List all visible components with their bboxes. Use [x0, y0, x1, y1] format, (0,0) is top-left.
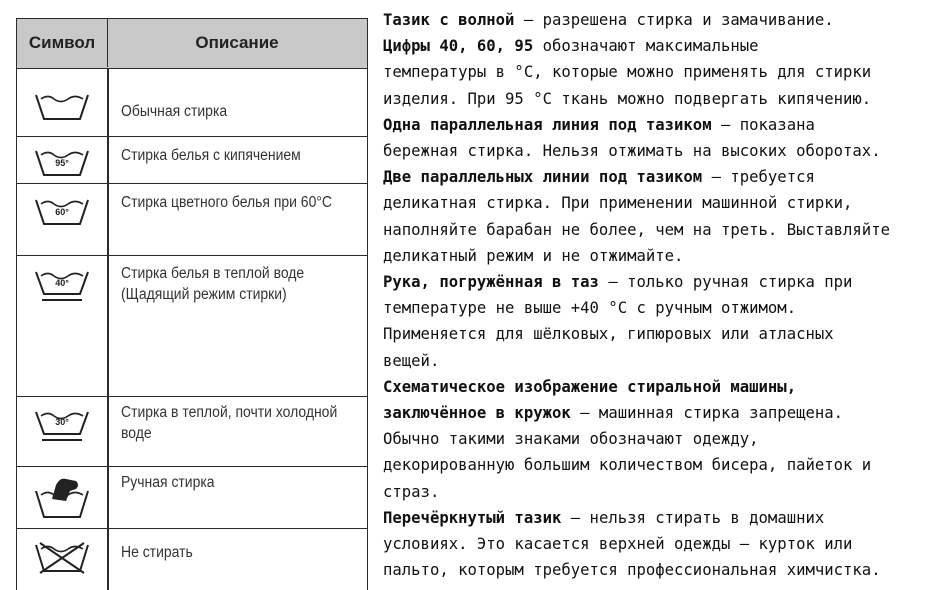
row-description: Стирка в теплой, почти холодной воде: [121, 404, 338, 442]
table-row: [17, 467, 367, 529]
hand-wash-icon: [32, 473, 92, 523]
note-paragraph: [383, 374, 928, 505]
temperature-label: 95°: [55, 158, 69, 168]
note-text: вещей.: [383, 351, 440, 370]
note-line: [383, 295, 928, 321]
note-line: [383, 59, 928, 85]
note-text: наполняйте барабан не более, чем на треть. Выставляйте: [383, 220, 890, 239]
note-text: условиях. Это касается верхней одежды – курток или: [383, 535, 853, 554]
note-text: температуре не выше +40 °C с ручным отжимом.: [383, 299, 797, 318]
note-line: [383, 243, 928, 269]
table-row: [17, 256, 367, 397]
row-description: Обычная стирка: [121, 103, 228, 120]
note-line: [383, 505, 928, 531]
note-line: [383, 269, 928, 295]
row-description: Не стирать: [121, 544, 193, 561]
note-text: пальто, которым требуется профессиональная химчистка.: [383, 561, 881, 580]
note-term: Одна параллельная линия под тазиком: [383, 115, 712, 134]
do-not-wash-icon: [32, 539, 92, 579]
note-line: [383, 164, 928, 190]
row-description: Стирка белья в теплой воде (Щадящий режим стирки): [121, 265, 305, 303]
care-symbols-table: [16, 18, 368, 590]
temperature-label: 60°: [55, 207, 69, 217]
note-paragraph: [383, 505, 928, 584]
note-text: температуры в °C, которые можно применять для стирки: [383, 63, 872, 82]
note-text: – только ручная стирка при: [598, 273, 853, 292]
note-line: [383, 479, 928, 505]
note-line: [383, 7, 928, 33]
note-line: [383, 217, 928, 243]
note-line: [383, 321, 928, 347]
header-description: Описание: [195, 33, 279, 52]
note-text: декорированную большим количеством бисера, пайеток и: [383, 456, 872, 475]
note-text: бережная стирка. Нельзя отжимать на высоких оборотах.: [383, 142, 881, 161]
row-description: Стирка цветного белья при 60°C: [121, 194, 332, 211]
note-term: Схематическое изображение стиральной машины,: [383, 377, 797, 396]
note-line: [383, 557, 928, 583]
note-line: [383, 138, 928, 164]
row-description: Стирка белья с кипячением: [121, 147, 301, 164]
note-text: – показана: [711, 115, 815, 134]
note-paragraph: [383, 112, 928, 164]
note-paragraph: [383, 269, 928, 374]
temperature-label: 40°: [55, 278, 69, 288]
table-row: [17, 184, 367, 256]
note-paragraph: [383, 7, 928, 112]
note-text: – разрешена стирка и замачивание.: [514, 11, 834, 29]
header-symbol: Символ: [17, 19, 108, 67]
note-term: Перечёркнутый тазик: [383, 508, 562, 527]
temperature-label: 30°: [55, 417, 69, 427]
note-line: [383, 400, 928, 426]
note-term: Рука, погружённая в таз: [383, 273, 599, 292]
note-paragraph: [383, 164, 928, 269]
note-text: – машинная стирка запрещена.: [570, 404, 844, 423]
note-text: изделия. При 95 °C ткань можно подвергать кипячению.: [383, 89, 872, 108]
note-term: Две параллельных линии под тазиком: [383, 168, 703, 187]
note-line: [383, 374, 928, 400]
care-symbols-explanation: [383, 7, 928, 583]
note-term: Тазик с волной: [383, 11, 515, 29]
table-row: [17, 397, 367, 467]
wash-tub-icon: [32, 89, 92, 123]
note-text: деликатный режим и не отжимайте.: [383, 246, 684, 265]
table-row: [17, 69, 367, 137]
note-text: страз.: [383, 482, 440, 501]
note-line: [383, 348, 928, 374]
note-line: [383, 33, 928, 59]
note-line: [383, 112, 928, 138]
note-line: [383, 86, 928, 112]
note-line: [383, 190, 928, 216]
note-text: — требуется: [702, 168, 815, 187]
note-line: [383, 452, 928, 478]
table-row: [17, 529, 367, 590]
note-term: заключённое в кружок: [383, 404, 571, 423]
note-term: Цифры 40, 60, 95: [383, 37, 534, 56]
note-line: [383, 426, 928, 452]
note-line: [383, 531, 928, 557]
table-row: [17, 137, 367, 184]
note-text: обозначают максимальные: [533, 37, 759, 56]
note-text: деликатная стирка. При применении машинной стирки,: [383, 194, 853, 213]
note-text: Применяется для шёлковых, гипюровых или атласных: [383, 325, 834, 344]
row-description: Ручная стирка: [121, 474, 215, 491]
table-header: [17, 19, 367, 69]
note-text: — нельзя стирать в домашних: [561, 508, 825, 527]
note-text: Обычно такими знаками обозначают одежду,: [383, 430, 759, 449]
